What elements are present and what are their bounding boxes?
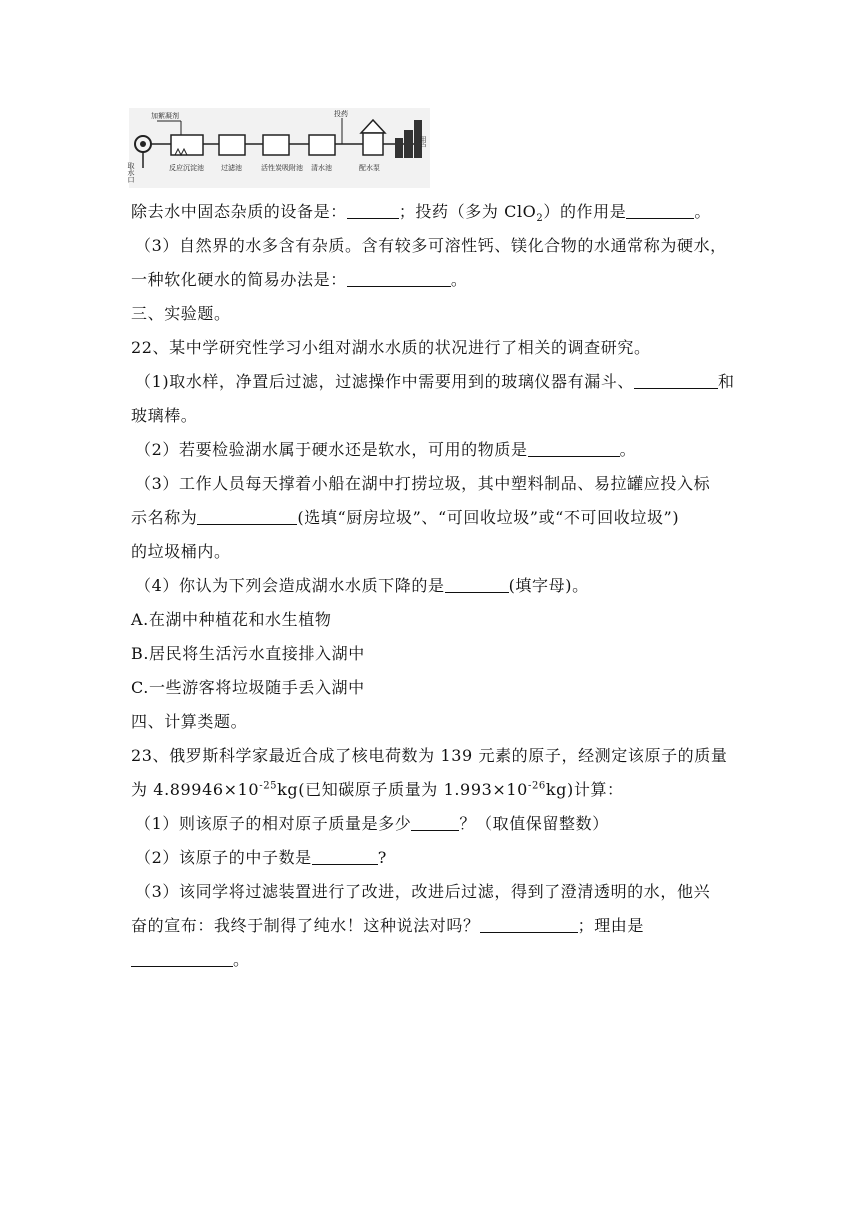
q22-p3-line3: 的垃圾桶内。 [131,542,231,561]
section-3-title: 三、实验题。 [131,304,231,323]
q22-stem: 22、某中学研究性学习小组对湖水水质的状况进行了相关的调查研究。 [131,338,651,357]
q22-p2-end: 。 [619,440,637,459]
q21-subscript: 2 [536,213,544,225]
q22-p4-text: （4）你认为下列会造成湖水水质下降的是 [135,576,445,595]
q23-p2-end: ? [377,848,387,867]
filter-tank-icon [219,135,245,155]
q23-p1 [135,814,609,834]
water-treatment-diagram [129,108,430,188]
q22-p3-options: (选填“厨房垃圾”、“可回收垃圾”或“不可回收垃圾”) [297,508,680,527]
q23-stem-line2 [131,780,624,800]
answer-blank[interactable] [634,373,718,389]
q23-p3-line3 [131,950,250,970]
answer-blank[interactable] [347,203,399,219]
q23-p3-end: 。 [233,950,250,969]
q23-p1-end: ？（取值保留整数） [459,814,609,833]
answer-blank[interactable] [626,203,694,219]
answer-blank[interactable] [197,509,297,525]
answer-blank[interactable] [312,849,378,865]
q22-p2 [135,440,636,460]
stage-label-reaction: 反应沉淀池 [169,164,204,172]
coagulant-label: 加絮凝剂 [151,112,179,120]
q21-text-d: 。 [694,202,711,221]
carbon-tank-icon [263,135,289,155]
q21-text-b: ；投药（多为 ClO [398,202,537,221]
answer-blank[interactable] [131,951,233,967]
q23-p3-text: 奋的宣布：我终于制得了纯水！这种说法对吗？ [131,916,480,935]
answer-blank[interactable] [445,577,509,593]
q23-p3-line2 [131,916,644,936]
q23-mass-text: 为 4.89946×10 [131,780,260,799]
q22-option-b: B.居民将生活污水直接排入湖中 [131,644,365,663]
q22-p3-line1: （3）工作人员每天撑着小船在湖中打捞垃圾，其中塑料制品、易拉罐应投入标 [135,474,711,493]
section-4-title: 四、计算类题。 [131,712,248,731]
q23-p3-line1: （3）该同学将过滤装置进行了改进，改进后过滤，得到了澄清透明的水，他兴 [135,882,711,901]
answer-blank[interactable] [528,441,620,457]
q23-p2-text: （2）该原子的中子数是 [135,848,312,867]
q22-p1-text: （1)取水样，净置后过滤，过滤操作中需要用到的玻璃仪器有漏斗、 [135,372,635,391]
user-label: 用户 [419,136,427,150]
q23-exponent-1: -25 [259,780,278,792]
answer-blank[interactable] [480,917,578,933]
q23-exponent-2: -26 [527,780,546,792]
stage-label-pump: 配水泵 [359,164,380,172]
user-building-icon [395,120,422,158]
q22-p1-line1 [135,372,735,392]
q22-option-c: C.一些游客将垃圾随手丢入湖中 [131,678,365,697]
clear-water-tank-icon [309,135,335,155]
q23-carbon-text: kg(已知碳原子质量为 1.993×10 [277,780,528,799]
q23-p1-text: （1）则该原子的相对原子质量是多少 [135,814,412,833]
q23-p3-reason: ；理由是 [577,916,645,935]
q21-part3-line1: （3）自然界的水多含有杂质。含有较多可溶性钙、镁化合物的水通常称为硬水， [135,236,727,255]
q21-text-c: ）的作用是 [543,202,627,221]
stage-label-clear: 清水池 [311,164,332,172]
q22-p3-text: 示名称为 [131,508,198,527]
diagram-svg [129,108,430,188]
q23-calc-text: kg)计算： [545,780,624,799]
q22-p3-line2 [131,508,679,528]
stage-label-carbon: 活性炭吸附池 [261,164,303,172]
intake-label: 取水口 [127,162,135,183]
answer-blank[interactable] [411,815,459,831]
pump-house-icon [361,120,385,155]
q21-part3-end: 。 [450,270,468,289]
q23-p2 [135,848,387,868]
q21-line1 [131,202,711,225]
q22-p4-end: (填字母)。 [508,576,589,595]
q21-part3-line2 [131,270,467,290]
stage-label-filter: 过滤池 [221,164,242,172]
q21-part3-text: 一种软化硬水的简易办法是： [131,270,347,289]
q22-p2-text: （2）若要检验湖水属于硬水还是软水，可用的物质是 [135,440,528,459]
reaction-tank-icon [171,135,203,155]
q22-p4 [135,576,589,596]
dosing-label: 投药 [334,110,348,118]
q23-stem-line1: 23、俄罗斯科学家最近合成了核电荷数为 139 元素的原子，经测定该原子的质量 [131,746,728,765]
q22-p1-and: 和 [718,372,735,391]
q22-p1-line2: 玻璃棒。 [131,406,198,425]
answer-blank[interactable] [347,271,451,287]
q21-text-a: 除去水中固态杂质的设备是： [131,202,347,221]
q22-option-a: A.在湖中种植花和水生植物 [131,610,332,629]
